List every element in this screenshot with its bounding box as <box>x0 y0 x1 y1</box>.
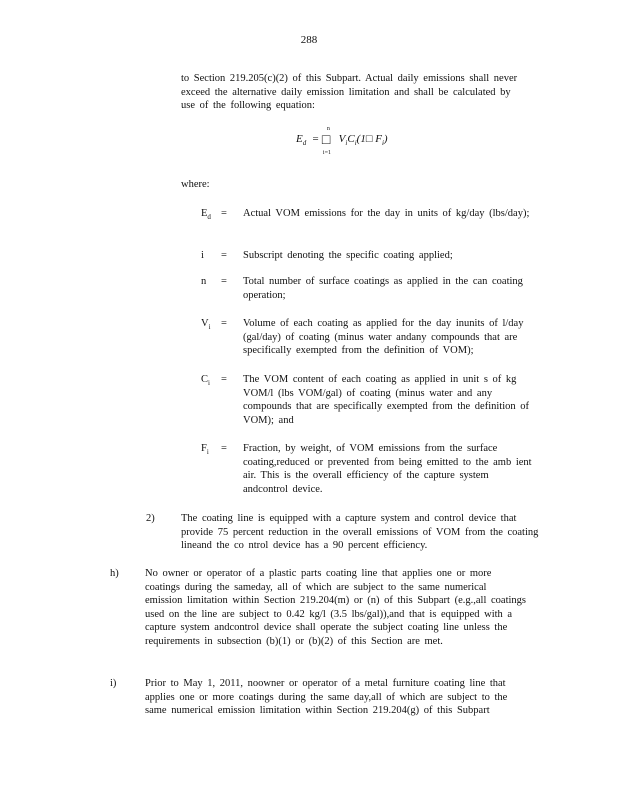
def-text-n: Total number of surface coatings as applied in the can coating operation; <box>243 276 523 301</box>
sum-symbol: □ <box>321 133 331 148</box>
equation-equals: = <box>311 133 320 145</box>
def-symbol-i: i <box>201 250 204 261</box>
def-text-i: Subscript denoting the specific coating applied; <box>243 250 453 261</box>
paragraph-number: i) <box>110 678 117 689</box>
paragraph-number: h) <box>110 568 119 579</box>
equation-lhs-subscript: d <box>302 139 307 148</box>
equation-v: V <box>338 133 346 145</box>
where-label: where: <box>181 179 210 190</box>
def-equals: = <box>221 250 227 261</box>
summation <box>321 126 336 156</box>
equation-lhs: E <box>296 133 303 145</box>
equation-close: ) <box>383 133 388 145</box>
equation-f-term: (1□ F <box>356 133 382 145</box>
def-text-ci: The VOM content of each coating as applied in unit s of kg VOM/l (lbs VOM/gal) of coating (minus water and any compounds that are specifically exempted from the definition of VOM); and <box>243 374 529 426</box>
emissions-equation <box>296 126 388 156</box>
paragraph-text: No owner or operator of a plastic parts coating line that applies one or more coatings during the sameday, all of which are subject to the same numerical emission limitation within Section 219.204(m) or (n) of this Subpart (e.g.,all coatings used on the line are subject to 0.42 kg/l (3.5 lbs/gal)),and that is equipped with a capture system andcontrol device shall operate the subject coating line unless the requirements in subsection (b)(1) or (b)(2) of this Section are met. <box>145 568 526 647</box>
sum-upper-limit: n <box>326 126 330 132</box>
def-text-fi: Fraction, by weight, of VOM emissions from the surface coating,reduced or prevented from being emitted to the amb ient air. This is the overall efficiency of the capture system andcontrol device. <box>243 443 532 495</box>
def-symbol-ed: $E_d$ <box>201 208 211 222</box>
paragraph-text: Prior to May 1, 2011, noowner or operator of a metal furniture coating line that applies one or more coatings during the same day,all of which are subject to the same numerical emission limitation within Section 219.204(g) of this Subpart <box>145 678 508 717</box>
def-symbol-fi: $F_i$ <box>201 443 209 457</box>
def-text-vi: Volume of each coating as applied for the day inunits of l/day (gal/day) of coating (minus water andany compounds that are specifically exempted from the definition of VOM); <box>243 318 524 357</box>
equation-f-subscript: i <box>381 139 384 148</box>
paragraph-number: 2) <box>146 513 155 524</box>
def-equals: = <box>221 318 227 329</box>
def-symbol-vi: $V_i$ <box>201 318 211 332</box>
paragraph-text: The coating line is equipped with a capture system and control device that provide 75 percent reduction in the overall emissions of VOM from the coating lineand the co ntrol device has a 90 percent efficiency. <box>181 513 539 552</box>
def-symbol-ci: $C_i$ <box>201 374 210 388</box>
def-equals: = <box>221 208 227 219</box>
def-text-ed: Actual VOM emissions for the day in units of kg/day (lbs/day); <box>243 208 530 219</box>
def-symbol-n: n <box>201 276 207 287</box>
def-equals: = <box>221 443 227 454</box>
equation-c-subscript: i <box>354 139 357 148</box>
def-equals: = <box>221 374 227 385</box>
equation-c: C <box>347 133 355 145</box>
page-number: 288 <box>300 34 318 46</box>
intro-paragraph: to Section 219.205(c)(2) of this Subpart. Actual daily emissions shall never exceed the alternative daily emission limitation and shall be calculated by use of the following equation: <box>181 73 518 112</box>
sum-lower-limit: i=1 <box>322 150 331 156</box>
def-equals: = <box>221 276 227 287</box>
equation-v-subscript: i <box>345 139 348 148</box>
